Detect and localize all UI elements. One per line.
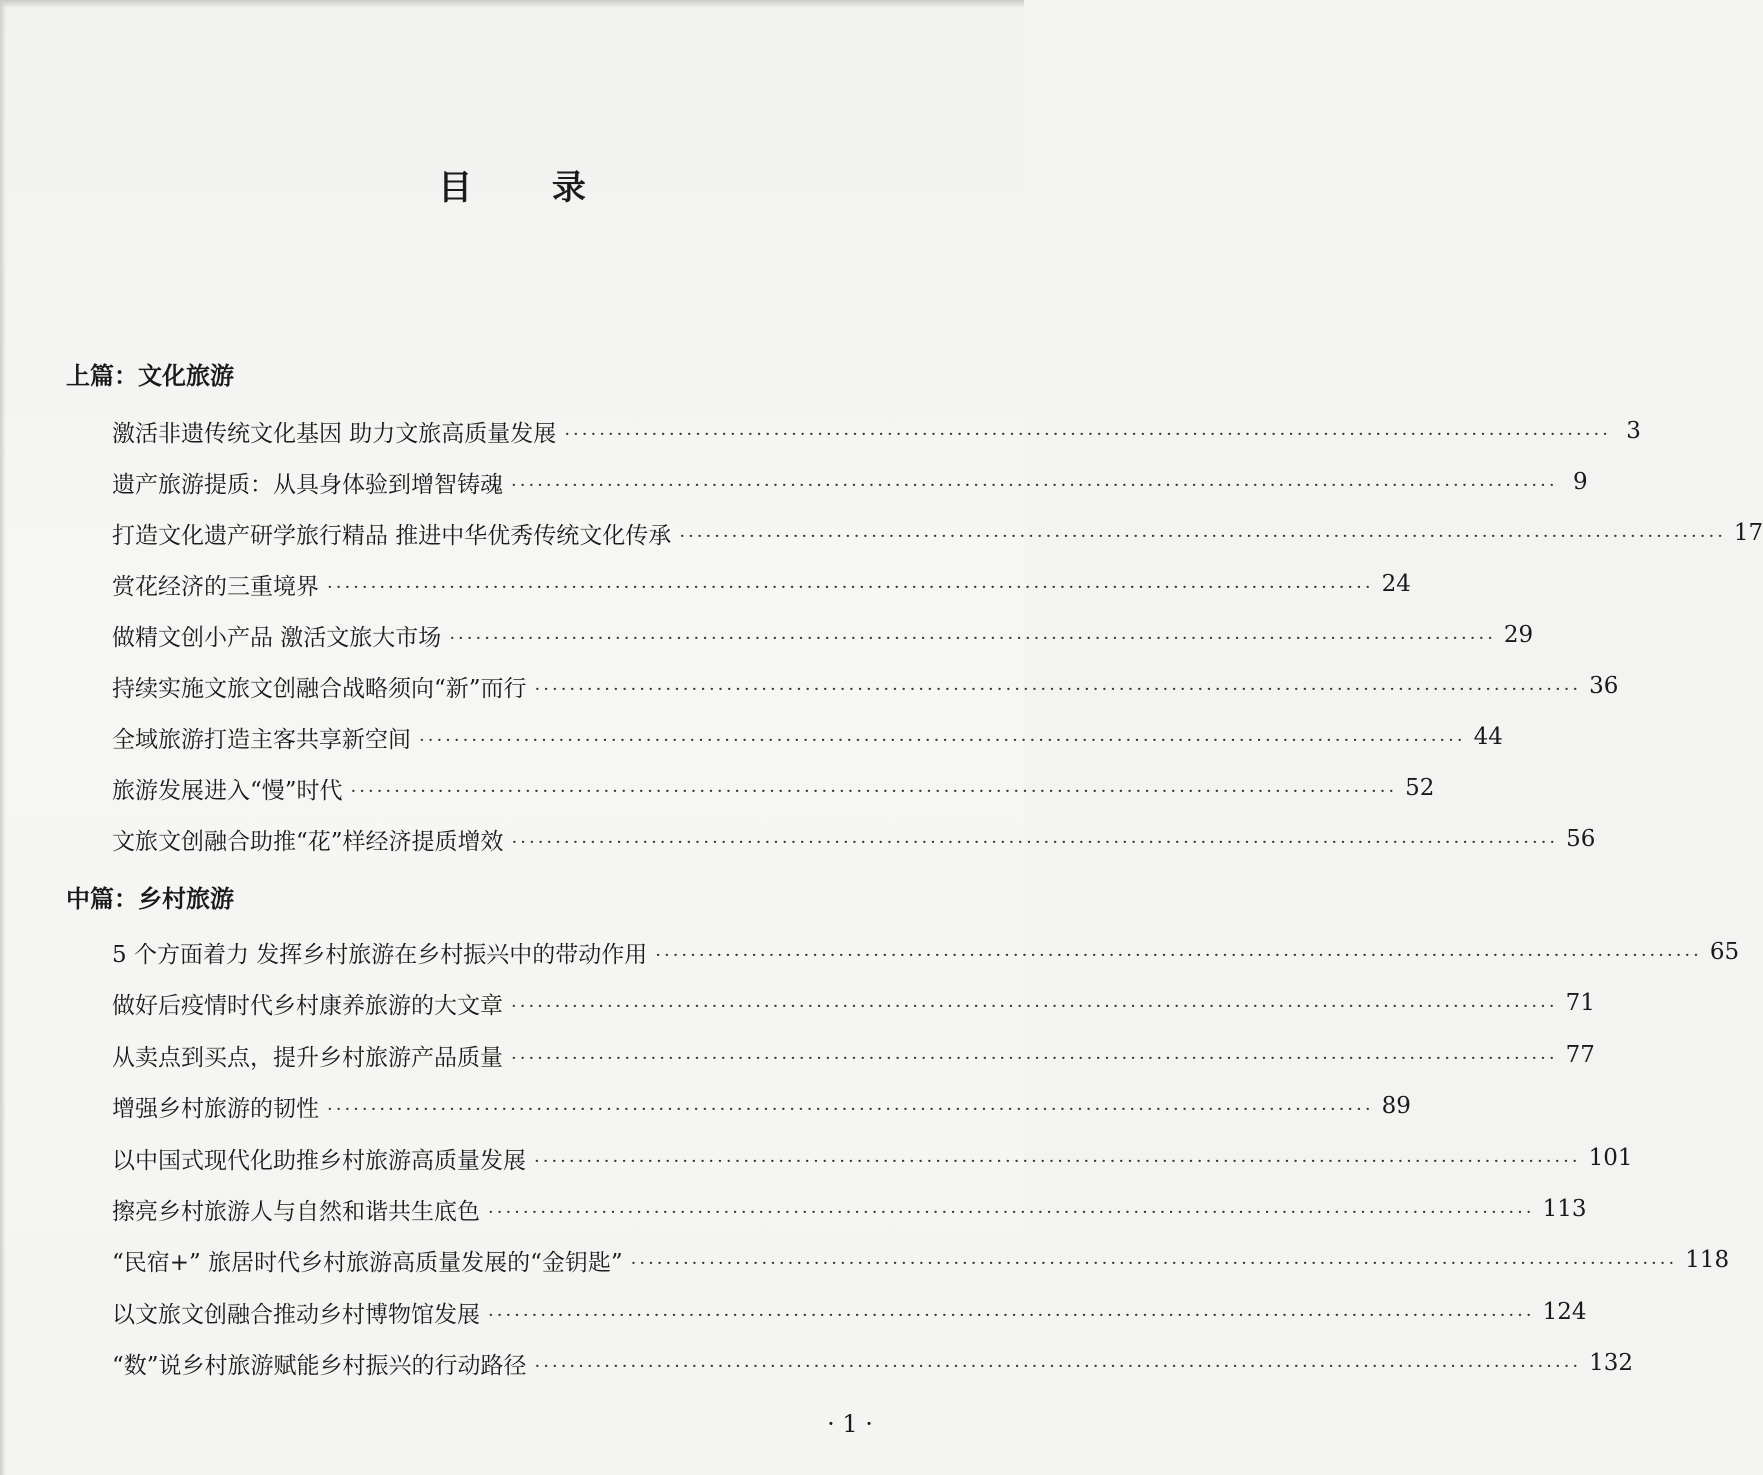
toc-entry	[112, 516, 1763, 550]
toc-entry	[112, 986, 1595, 1020]
leader-dots: ························································································································	[419, 729, 1466, 751]
toc-entry-title: 以文旅文创融合推动乡村博物馆发展	[112, 1301, 480, 1328]
toc-entry	[112, 567, 1411, 601]
toc-entry-title: 从卖点到买点，提升乡村旅游产品质量	[112, 1044, 503, 1071]
toc-entry-page: 9	[1572, 469, 1588, 495]
toc-entry-title: 擦亮乡村旅游人与自然和谐共生底色	[112, 1198, 480, 1225]
leader-dots: ························································································································	[655, 944, 1702, 966]
toc-entry	[112, 1295, 1587, 1329]
toc-entry-title: 以中国式现代化助推乡村旅游高质量发展	[112, 1147, 526, 1174]
toc-entry-title: 做好后疫情时代乡村康养旅游的大文章	[112, 992, 503, 1019]
toc-entry-page: 52	[1405, 775, 1435, 801]
section-heading: 中篇：乡村旅游	[66, 885, 234, 913]
toc-entry-page: 56	[1566, 826, 1596, 852]
toc-entry	[112, 1346, 1634, 1380]
leader-dots: ························································································································	[327, 576, 1374, 598]
toc-entry-page: 113	[1542, 1196, 1587, 1222]
toc-entry	[112, 669, 1619, 703]
leader-dots: ························································································································	[534, 678, 1582, 700]
toc-entry	[112, 618, 1534, 652]
leader-dots: ························································································································	[449, 627, 1496, 649]
toc-entry-page: 3	[1626, 418, 1641, 444]
leader-dots: ························································································································	[488, 1201, 1535, 1223]
toc-entry	[112, 1243, 1730, 1277]
section-heading: 上篇：文化旅游	[66, 362, 234, 390]
toc-entry-page: 89	[1381, 1093, 1411, 1119]
toc-entry-page: 118	[1685, 1247, 1730, 1273]
leader-dots: ························································································································	[327, 1098, 1374, 1120]
toc-entry-title: 遗产旅游提质：从具身体验到增智铸魂	[112, 471, 503, 498]
page-title: 目 录	[438, 168, 620, 208]
toc-entry-page: 77	[1565, 1042, 1595, 1068]
toc-entry-title: 5 个方面着力 发挥乡村旅游在乡村振兴中的带动作用	[112, 941, 648, 968]
toc-entry-title: 全域旅游打造主客共享新空间	[112, 726, 411, 753]
toc-entry-page: 36	[1589, 673, 1619, 699]
toc-entry-title: 打造文化遗产研学旅行精品 推进中华优秀传统文化传承	[112, 522, 672, 549]
toc-entry-page: 132	[1589, 1350, 1634, 1376]
toc-entry-title: 文旅文创融合助推“花”样经济提质增效	[112, 828, 504, 855]
toc-entry-title: 持续实施文旅文创融合战略须向“新”而行	[112, 675, 527, 702]
toc-entry-page: 17	[1733, 520, 1763, 546]
toc-entry	[112, 771, 1435, 805]
leader-dots: ························································································································	[511, 474, 1558, 496]
toc-entry	[112, 720, 1503, 754]
toc-entry-page: 24	[1381, 571, 1411, 597]
toc-entry-page: 29	[1503, 622, 1534, 648]
leader-dots: ························································································································	[534, 1150, 1581, 1172]
toc-entry-title: “民宿+” 旅居时代乡村旅游高质量发展的“金钥匙”	[112, 1249, 623, 1276]
toc-entry	[112, 465, 1588, 499]
page-number: · 1 ·	[827, 1410, 873, 1438]
toc-entry-page: 124	[1542, 1299, 1587, 1325]
leader-dots: ························································································································	[534, 1355, 1582, 1377]
toc-entry-page: 65	[1709, 939, 1740, 965]
toc-entry-title: 激活非遗传统文化基因 助力文旅高质量发展	[112, 420, 557, 447]
toc-entry-title: 增强乡村旅游的韧性	[112, 1095, 319, 1122]
toc-entry-title: 旅游发展进入“慢”时代	[112, 777, 343, 804]
toc-entry-page: 101	[1588, 1145, 1633, 1171]
page-left-shadow	[0, 0, 6, 1475]
toc-entry	[112, 935, 1740, 969]
toc-entry	[112, 1038, 1595, 1072]
toc-entry	[112, 1089, 1411, 1123]
leader-dots: ························································································································	[511, 831, 1559, 853]
toc-entry-title: 赏花经济的三重境界	[112, 573, 319, 600]
leader-dots: ························································································································	[511, 1047, 1558, 1069]
toc-entry-page: 44	[1473, 724, 1503, 750]
leader-dots: ························································································································	[350, 780, 1398, 802]
toc-entry	[112, 414, 1641, 448]
leader-dots: ························································································································	[679, 525, 1726, 547]
toc-entry	[112, 1192, 1587, 1226]
leader-dots: ························································································································	[630, 1252, 1678, 1274]
toc-entry-page: 71	[1565, 990, 1595, 1016]
toc-entry-title: “数”说乡村旅游赋能乡村振兴的行动路径	[112, 1352, 527, 1379]
leader-dots: ························································································································	[564, 423, 1611, 445]
toc-entry	[112, 1141, 1633, 1175]
toc-entry-title: 做精文创小产品 激活文旅大市场	[112, 624, 442, 651]
leader-dots: ························································································································	[488, 1304, 1535, 1326]
page-top-shadow	[0, 0, 1024, 8]
toc-entry	[112, 822, 1596, 856]
leader-dots: ························································································································	[511, 995, 1558, 1017]
